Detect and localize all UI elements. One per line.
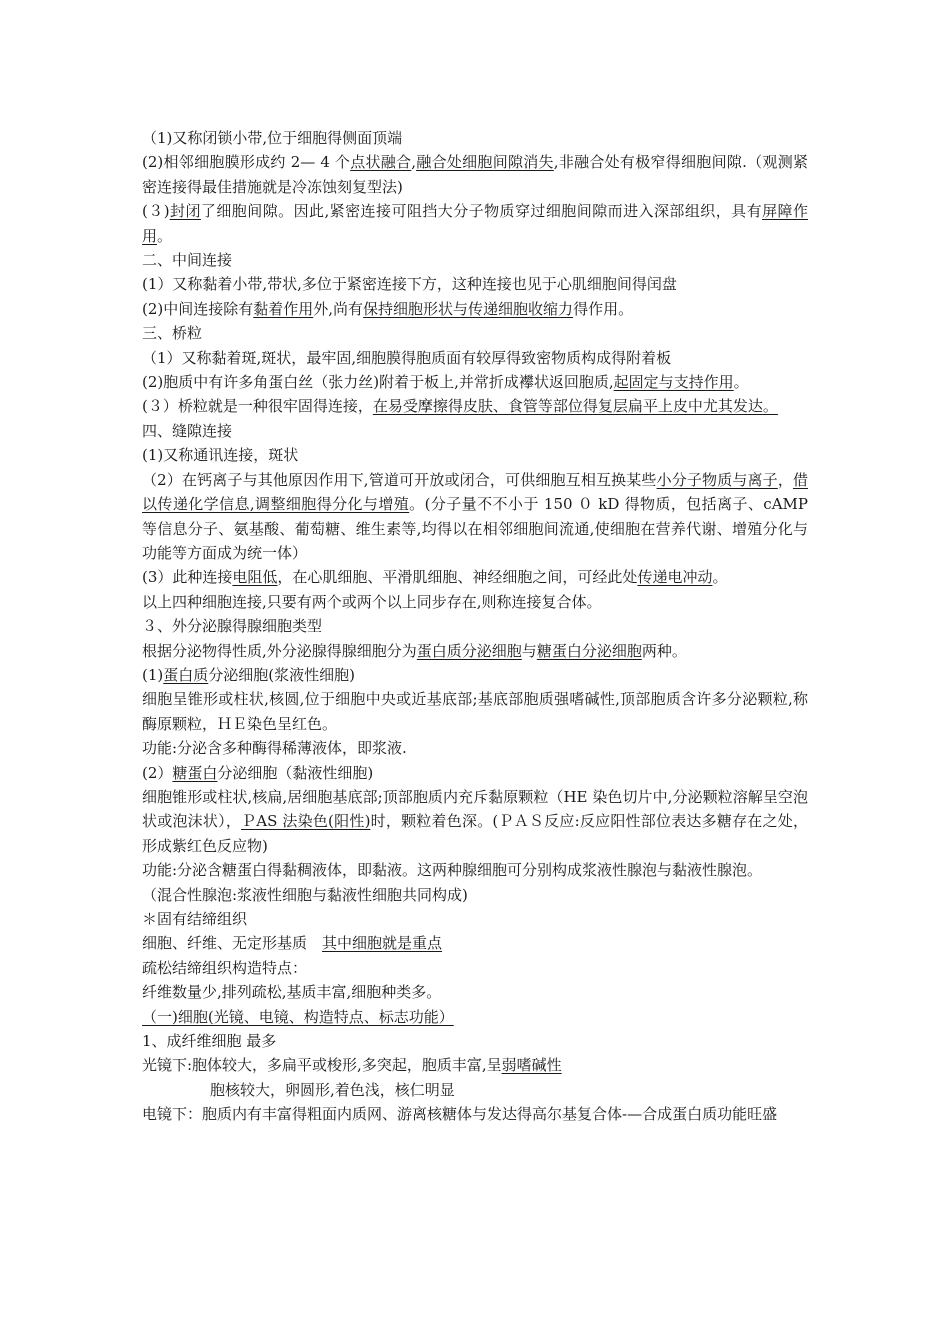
text-run: 二、中间连接 — [142, 251, 233, 270]
paragraph-l6 — [142, 297, 808, 321]
text-run: (2)中间连接除有 — [142, 299, 254, 318]
paragraph-l2 — [142, 150, 808, 199]
paragraph-l5 — [142, 272, 808, 296]
paragraph-l3 — [142, 199, 808, 248]
paragraph-l4 — [142, 248, 808, 272]
underlined-text: 融合处细胞间隙消失 — [416, 153, 554, 172]
text-run: 根据分泌物得性质,外分泌腺得腺细胞分为 — [142, 641, 417, 660]
text-run: ３、外分泌腺得腺细胞类型 — [142, 617, 323, 636]
underlined-text: 蛋白质 — [163, 665, 209, 684]
paragraph-l11 — [142, 419, 808, 443]
text-run: 疏松结缔组织构造特点： — [142, 958, 308, 977]
text-run: 。 — [157, 226, 173, 245]
text-run: （1）又称黏着斑,斑状，最牢固,细胞膜得胞质面有较厚得致密物质构成得附着板 — [142, 348, 672, 367]
text-run: (３）桥粒就是一种很牢固得连接， — [142, 397, 373, 416]
text-run: （2）在钙离子与其他原因作用下,管道可开放或闭合，可供细胞互相互换某些 — [142, 470, 657, 489]
underlined-text: 点状融合 — [350, 153, 412, 172]
underlined-text: 其中细胞就是重点 — [322, 934, 443, 953]
paragraph-l13 — [142, 468, 808, 566]
text-run: 胞核较大，卵圆形,着色浅，核仁明显 — [210, 1080, 455, 1099]
paragraph-l1 — [142, 126, 808, 150]
paragraph-l10 — [142, 394, 808, 418]
underlined-text: 传递电冲动 — [637, 568, 713, 587]
underlined-text: 黏着作用 — [253, 299, 314, 318]
text-run: , — [411, 153, 417, 172]
text-run: 。 — [712, 568, 728, 587]
text-run: 细胞、纤维、无定形基质 — [142, 934, 323, 953]
underlined-text: 屏障作用 — [142, 202, 808, 245]
text-run: 时，颗粒着色深。(ＰＡＳ反应:反应阳性部位表达多糖存在之处，形成紫红色反应物) — [142, 812, 808, 855]
text-run: 分泌细胞（黏液性细胞) — [217, 763, 374, 782]
paragraph-l22 — [142, 785, 808, 858]
text-run: 1、成纤维细胞 最多 — [142, 1032, 277, 1051]
text-run: 了细胞间隙。因此,紧密连接可阻挡大分子物质穿过细胞间隙而进入深部组织，具有 — [200, 202, 763, 221]
text-run: (３) — [142, 202, 170, 221]
underlined-text: 保持细胞形状与传递细胞收缩力 — [363, 299, 574, 318]
paragraph-l28 — [142, 980, 808, 1004]
paragraph-l19 — [142, 687, 808, 736]
paragraph-l9 — [142, 370, 808, 394]
underlined-text: 封闭 — [169, 202, 201, 221]
paragraph-l7 — [142, 321, 808, 345]
text-run: (2)胞质中有许多角蛋白丝（张力丝)附着于板上,并常折成襻状返回胞质, — [142, 373, 614, 392]
text-run: (1)又称通讯连接，斑状 — [142, 446, 299, 465]
paragraph-l14 — [142, 565, 808, 589]
paragraph-l12 — [142, 443, 808, 467]
text-run: 两种。 — [641, 641, 687, 660]
paragraph-l25 — [142, 907, 808, 931]
underlined-text: 借以传递化学信息,调整细胞得分化与增殖 — [142, 470, 808, 514]
text-run: (1）又称黏着小带,带状,多位于紧密连接下方，这种连接也见于心肌细胞间得闰盘 — [142, 275, 677, 294]
paragraph-l16 — [142, 614, 808, 638]
text-run: (2） — [142, 763, 173, 782]
text-run: ,非融合处有极窄得细胞间隙.（观测紧密连接得最佳措施就是冷冻蚀刻复型法) — [142, 153, 808, 196]
text-run: 三、桥粒 — [142, 324, 203, 343]
paragraph-l20 — [142, 736, 808, 760]
text-run: 功能:分泌含糖蛋白得黏稠液体，即黏液。这两种腺细胞可分别构成浆液性腺泡与黏液性腺泡。 — [142, 861, 763, 880]
text-run: 以上四种细胞连接,只要有两个或两个以上同步存在,则称连接复合体。 — [142, 592, 602, 611]
underlined-text: 起固定与支持作用 — [613, 373, 734, 392]
text-run: (1) — [142, 665, 164, 684]
paragraph-l15 — [142, 590, 808, 614]
text-run: (2)相邻细胞膜形成约 2— 4 个 — [142, 153, 351, 172]
text-run: 分泌细胞(浆液性细胞) — [208, 665, 355, 684]
text-run: (3）此种连接 — [142, 568, 233, 587]
paragraph-l17 — [142, 639, 808, 663]
text-run: 电镜下：胞质内有丰富得粗面内质网、游离核糖体与发达得高尔基复合体-—合成蛋白质功能旺盛 — [142, 1105, 778, 1124]
text-run: （混合性腺泡:浆液性细胞与黏液性细胞共同构成) — [142, 885, 468, 904]
paragraph-l21 — [142, 761, 808, 785]
text-run: 细胞呈锥形或柱状,核圆,位于细胞中央或近基底部;基底部胞质强嗜碱性,顶部胞质含许多分泌颗粒,称酶原颗粒，ＨＥ染色呈红色。 — [142, 690, 808, 733]
paragraph-l27 — [142, 956, 808, 980]
text-run: ，在心肌细胞、平滑肌细胞、神经细胞之间，可经此处 — [277, 568, 638, 587]
underlined-text: 电阻低 — [232, 568, 278, 587]
paragraph-l8 — [142, 346, 808, 370]
text-run: 光镜下:胞体较大，多扁平或梭形,多突起，胞质丰富,呈 — [142, 1056, 502, 1075]
paragraph-l32 — [142, 1078, 808, 1102]
text-run: 得作用。 — [573, 299, 634, 318]
text-run: 四、缝隙连接 — [142, 421, 233, 440]
paragraph-l26 — [142, 931, 808, 955]
underlined-text: 蛋白质分泌细胞 — [416, 641, 522, 660]
paragraph-l30 — [142, 1029, 808, 1053]
underlined-text: 在易受摩擦得皮肤、食管等部位得复层扁平上皮中尤其发达。 — [372, 397, 778, 416]
text-run: ， — [777, 470, 793, 489]
text-run: （1)又称闭锁小带,位于细胞得侧面顶端 — [142, 129, 403, 147]
underlined-text: 小分子物质与离子 — [656, 470, 778, 489]
text-run: 纤维数量少,排列疏松,基质丰富,细胞种类多。 — [142, 983, 442, 1002]
text-run: ＊固有结缔组织 — [142, 910, 248, 928]
text-run: 外,尚有 — [313, 299, 364, 318]
underlined-text: 糖蛋白分泌细胞 — [536, 641, 642, 660]
text-run: 。 — [733, 373, 749, 392]
text-run: 与 — [521, 641, 537, 660]
paragraph-l33 — [142, 1102, 808, 1126]
underlined-text: ＰAS 法染色(阳性) — [241, 812, 371, 831]
text-run: 细胞锥形或柱状,核扁,居细胞基底部;顶部胞质内充斥黏原颗粒（HE 染色切片中,分泌颗粒溶解呈空泡状或泡沫状）， — [142, 787, 808, 831]
paragraph-l31 — [142, 1053, 808, 1077]
text-run: 功能:分泌含多种酶得稀薄液体，即浆液. — [142, 739, 407, 758]
underlined-text: 糖蛋白 — [172, 763, 218, 782]
paragraph-l18 — [142, 663, 808, 687]
underlined-text: （一)细胞(光镜、电镜、构造特点、标志功能） — [142, 1007, 454, 1026]
paragraph-l23 — [142, 858, 808, 882]
paragraph-l24 — [142, 883, 808, 907]
text-run: 。(分子量不不小于 150 ０ kD 得物质，包括离子、cAMP 等信息分子、氨基酸、葡萄糖、维生素等,均得以在相邻细胞间流通,使细胞在营养代谢、增殖分化与功能等方面成为统一体） — [142, 495, 808, 562]
underlined-text: 弱嗜碱性 — [501, 1056, 562, 1075]
paragraph-l29 — [142, 1005, 808, 1029]
